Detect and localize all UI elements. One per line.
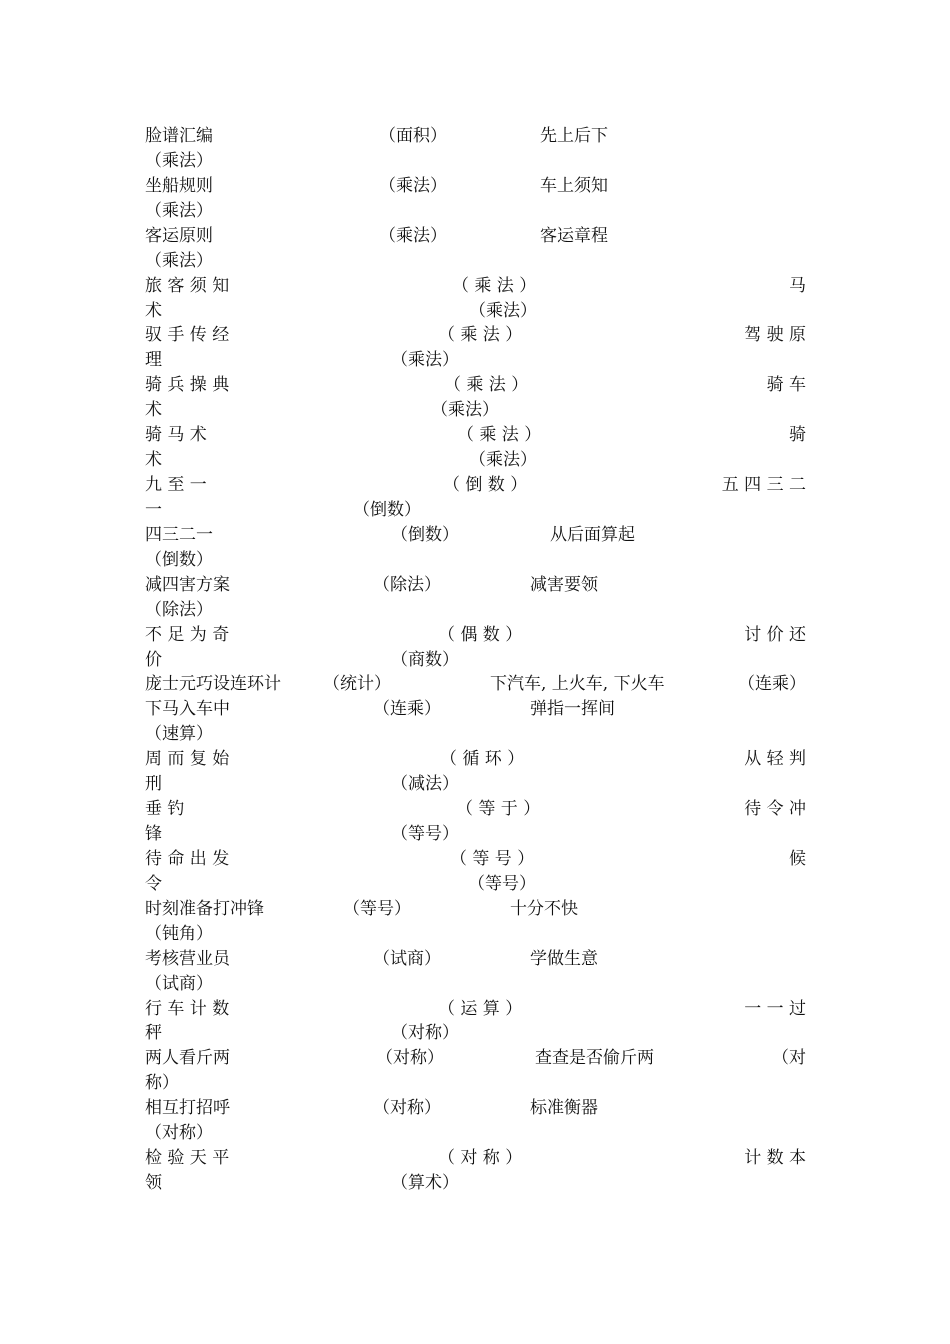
text-line	[145, 972, 806, 997]
text-segment: （对称）	[373, 1098, 441, 1119]
text-segment: 骑 马 术	[145, 425, 207, 446]
text-segment: （减法）	[391, 774, 459, 795]
text-segment: 相互打招呼	[145, 1098, 230, 1119]
text-line	[145, 398, 806, 423]
text-segment: 骑	[789, 425, 806, 446]
text-segment: （乘法）	[469, 450, 537, 471]
text-segment: 驭 手 传 经	[145, 325, 230, 346]
text-line	[145, 1021, 806, 1046]
text-line	[145, 124, 806, 149]
text-line	[145, 299, 806, 324]
text-segment: 骑 兵 操 典	[145, 375, 230, 396]
text-line	[145, 897, 806, 922]
text-segment: 九 至 一	[145, 475, 207, 496]
text-segment: （对称）	[391, 1023, 459, 1044]
text-segment: 两人看斤两	[145, 1048, 230, 1069]
text-segment: （商数）	[391, 649, 459, 670]
text-segment: 五 四 三 二	[721, 475, 806, 496]
text-line	[145, 523, 806, 548]
text-line	[145, 947, 806, 972]
text-segment: 马	[789, 275, 806, 296]
text-segment: （试商）	[145, 973, 213, 994]
text-line	[145, 1096, 806, 1121]
text-segment: （算术）	[391, 1173, 459, 1194]
text-line	[145, 498, 806, 523]
text-segment: 计 数 本	[744, 1148, 806, 1169]
text-segment: （等号）	[391, 824, 459, 845]
text-segment: 减害要领	[530, 574, 598, 595]
text-segment: （连乘）	[373, 699, 441, 720]
text-segment: （ 乘 法 ）	[438, 325, 523, 346]
text-line	[145, 772, 806, 797]
text-line	[145, 573, 806, 598]
text-line	[145, 348, 806, 373]
text-line	[145, 872, 806, 897]
text-line	[145, 373, 806, 398]
text-segment: （除法）	[373, 574, 441, 595]
text-line	[145, 1046, 806, 1071]
text-line	[145, 149, 806, 174]
text-segment: （ 偶 数 ）	[438, 624, 523, 645]
text-segment: 旅 客 须 知	[145, 275, 230, 296]
text-segment: 秤	[145, 1023, 162, 1044]
text-segment: （乘法）	[379, 175, 447, 196]
text-line	[145, 822, 806, 847]
text-segment: 周 而 复 始	[145, 749, 230, 770]
text-segment: 坐船规则	[145, 175, 213, 196]
text-segment: 令	[145, 873, 162, 894]
text-segment: 从后面算起	[550, 524, 635, 545]
text-segment: （除法）	[145, 599, 213, 620]
text-segment: （ 倒 数 ）	[443, 475, 528, 496]
text-line	[145, 722, 806, 747]
text-segment: 垂 钓	[145, 799, 185, 820]
text-line	[145, 598, 806, 623]
text-segment: （倒数）	[353, 499, 421, 520]
text-segment: （ 乘 法 ）	[457, 425, 542, 446]
text-segment: 弹指一挥间	[530, 699, 615, 720]
text-segment: 驾 驶 原	[744, 325, 806, 346]
text-segment: （ 运 算 ）	[438, 998, 523, 1019]
text-line	[145, 473, 806, 498]
text-line	[145, 323, 806, 348]
text-segment: （钝角）	[145, 923, 213, 944]
text-line	[145, 997, 806, 1022]
text-segment: （ 等 号 ）	[450, 848, 535, 869]
text-line	[145, 1146, 806, 1171]
text-line	[145, 697, 806, 722]
text-segment: 庞士元巧设连环计	[145, 674, 281, 695]
text-segment: 先上后下	[540, 126, 608, 146]
text-segment: 脸谱汇编	[145, 126, 213, 146]
text-segment: 不 足 为 奇	[145, 624, 230, 645]
text-segment: （面积）	[379, 126, 447, 146]
text-segment: 骑 车	[766, 375, 806, 396]
text-line	[145, 199, 806, 224]
text-segment: 价	[145, 649, 162, 670]
text-segment: （ 对 称 ）	[438, 1148, 523, 1169]
text-line	[145, 847, 806, 872]
text-segment: （倒数）	[145, 549, 213, 570]
text-segment: 术	[145, 400, 162, 421]
text-segment: （乘法）	[469, 300, 537, 321]
text-segment: 讨 价 还	[744, 624, 806, 645]
text-segment: （ 乘 法 ）	[452, 275, 537, 296]
text-segment: 下马入车中	[145, 699, 230, 720]
text-segment: 锋	[145, 824, 162, 845]
text-segment: （乘法）	[145, 250, 213, 271]
text-segment: 检 验 天 平	[145, 1148, 230, 1169]
text-line	[145, 224, 806, 249]
text-segment: 四三二一	[145, 524, 213, 545]
text-segment: 查查是否偷斤两	[535, 1048, 654, 1069]
text-line	[145, 1121, 806, 1146]
text-line	[145, 922, 806, 947]
text-line	[145, 797, 806, 822]
text-segment: 学做生意	[530, 948, 598, 969]
text-segment: 待 命 出 发	[145, 848, 230, 869]
text-segment: 下汽车, 上火车, 下火车	[490, 674, 665, 695]
text-segment: （ 乘 法 ）	[444, 375, 529, 396]
text-segment: 客运原则	[145, 225, 213, 246]
text-segment: 称）	[145, 1073, 179, 1094]
text-segment: 一	[145, 499, 162, 520]
text-segment: （乘法）	[379, 225, 447, 246]
text-line	[145, 1171, 806, 1196]
text-segment: （乘法）	[391, 350, 459, 371]
text-segment: （ 循 环 ）	[440, 749, 525, 770]
text-segment: 刑	[145, 774, 162, 795]
text-line	[145, 672, 806, 697]
text-segment: 从 轻 判	[744, 749, 806, 770]
text-line	[145, 423, 806, 448]
text-segment: （对称）	[376, 1048, 444, 1069]
text-line	[145, 448, 806, 473]
text-segment: 时刻准备打冲锋	[145, 898, 264, 919]
text-segment: （倒数）	[391, 524, 459, 545]
text-segment: 十分不快	[510, 898, 578, 919]
text-segment: 候	[789, 848, 806, 869]
text-segment: 客运章程	[540, 225, 608, 246]
text-line	[145, 274, 806, 299]
text-segment: 术	[145, 300, 162, 321]
text-segment: 行 车 计 数	[145, 998, 230, 1019]
text-segment: （速算）	[145, 724, 213, 745]
text-segment: 一 一 过	[744, 998, 806, 1019]
text-segment: 车上须知	[540, 175, 608, 196]
text-line	[145, 623, 806, 648]
text-segment: （对	[772, 1048, 806, 1069]
text-line	[145, 648, 806, 673]
text-segment: （乘法）	[145, 200, 213, 221]
text-segment: 待 令 冲	[744, 799, 806, 820]
text-segment: 减四害方案	[145, 574, 230, 595]
text-segment: （对称）	[145, 1123, 213, 1144]
text-segment: （等号）	[343, 898, 411, 919]
text-line	[145, 1071, 806, 1096]
text-segment: 术	[145, 450, 162, 471]
text-segment: （统计）	[323, 674, 391, 695]
text-line	[145, 548, 806, 573]
text-line	[145, 747, 806, 772]
text-segment: （乘法）	[145, 150, 213, 171]
text-segment: （连乘）	[738, 674, 806, 695]
text-segment: （乘法）	[431, 400, 499, 421]
text-segment: 理	[145, 350, 162, 371]
text-segment: 考核营业员	[145, 948, 230, 969]
text-segment: 标准衡器	[530, 1098, 598, 1119]
text-line	[145, 174, 806, 199]
text-line	[145, 249, 806, 274]
text-segment: （等号）	[468, 873, 536, 894]
text-segment: （试商）	[373, 948, 441, 969]
text-segment: 领	[145, 1173, 162, 1194]
text-segment: （ 等 于 ）	[456, 799, 541, 820]
